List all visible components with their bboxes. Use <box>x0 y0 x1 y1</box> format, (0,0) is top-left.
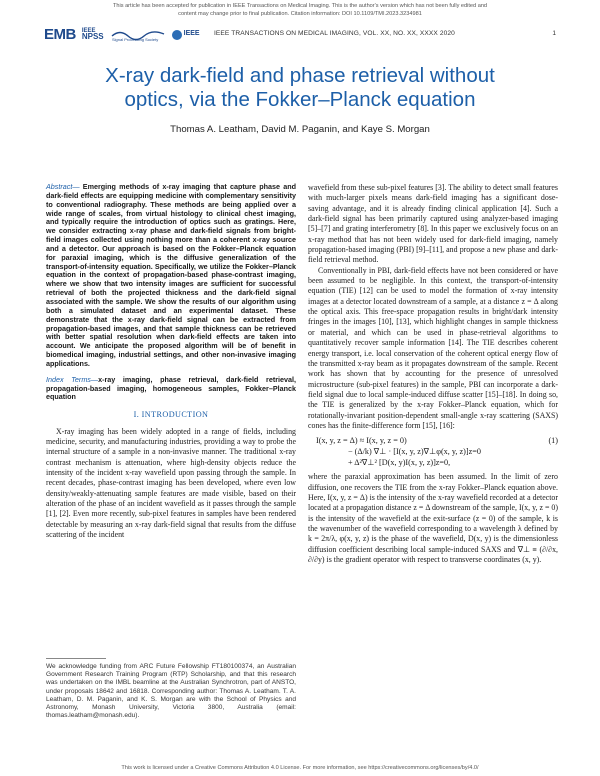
ieee-logo-text: IEEE <box>183 30 200 38</box>
page-header <box>44 26 556 52</box>
emb-logo: EMB <box>44 26 76 43</box>
abstract-text: Emerging methods of x-ray imaging that capture phase and dark-field effects are equipping medicine with complementary sensitivity to conventional radiography. These methods are being applied over a wide range of scales, from virtual histology to clinical chest imaging, and typically require the introduction of optics such as gratings. Here, we consider extracting x-ray phase and dark-field signals from bright-field images collected using nothing more than a coherent x-ray source and a detector. Our approach is based on the Fokker–Planck equation for paraxial imaging, which is the diffusive generalization of the transport-of-intensity equation. Specifically, we utilize the Fokker–Planck equation in the context of propagation-based phase-contrast imaging, where we show that two intensity images are sufficient for successful retrieval of both the projected thickness and the dark-field signal associated with the sample. We show the results of our algorithm using both a simulated dataset and an experimental dataset. These demonstrate that the x-ray dark-field signal can be extracted from propagation-based images, and that sample thickness can be retrieved with better spatial resolution when dark-field effects are taken into account. We anticipate the proposed algorithm will be of benefit in biomedical imaging, industrial settings, and other non-invasive imaging applications. <box>46 182 296 368</box>
title-line-2: optics, via the Fokker–Planck equation <box>124 88 476 111</box>
equation-1 <box>308 435 558 468</box>
right-paragraph-2: Conventionally in PBI, dark-field effects have not been considered or have been assumed to be negligible. In this context, the transport-of-intensity equation (TIE) [12] can be used to model the formation of x-ray intensity images at a detector located downstream of a sample, at a distance z = Δ along the optical axis. This free-space propagation results in bright/dark intensity fringes in the images [10], [13], which highlight changes in sample thickness or material, and which can be used in phase-retrieval algorithms to quantitatively recover sample information [14]. The TIE describes coherent energy transport, i.e. local conservation of the coherent optical energy flow of the transmitted x-ray beam as it propagates downstream of the sample. Recent work has shown that by accounting for the presence of unresolved microstructure (sub-pixel features) in the sample, PBI can incorporate a dark-field signal due to local sample-induced diffuse scatter [15]–[18]. In doing so, the TIE is generalized by the x-ray Fokker–Planck equation, which for rotationally-invariant position-dependent small-angle x-ray scattering (SAXS) cones has the finite-difference form [15], [16]: <box>308 265 558 430</box>
right-paragraph-3: where the paraxial approximation has been assumed. In the limit of zero diffusion, one recovers the TIE from the x-ray Fokker–Planck equation above. Here, I(x, y, z = Δ) is the intensity of the x-ray wavefield recorded at a detector located at a propagation distance z = Δ downstream of the sample, I(x, y, z = 0) is the intensity of the wavefield at the exit-surface (z = 0) of the sample, k is the wavenumber of the wavefield corresponding to a wavelength λ defined by k = 2π/λ, φ(x, y, z) is the phase of the wavefield, D(x, y) is the dimensionless diffusion coefficient describing local sample-induced SAXS and ∇⊥ ≡ (∂/∂x, ∂/∂y) is the gradient operator with respect to transverse coordinates (x, y). <box>308 472 558 564</box>
signal-processing-logo <box>110 28 166 42</box>
notice-line-2: content may change prior to final publication. Citation information: DOI 10.1109/TMI.2023.3234981 <box>178 10 422 17</box>
footnote-rule <box>46 658 106 659</box>
npss-ieee-label: IEEE <box>81 27 96 34</box>
ieee-logo <box>172 30 200 40</box>
license-notice: This work is licensed under a Creative Commons Attribution 4.0 License. For more information, see https://creativecommons.org/licenses/by/4.0/ <box>121 765 479 771</box>
society-logos <box>44 26 200 43</box>
index-terms-label: Index Terms— <box>46 374 99 384</box>
ieee-diamond-icon <box>172 30 182 40</box>
index-terms <box>46 376 296 403</box>
section-heading-introduction: I. INTRODUCTION <box>133 410 209 420</box>
footnote: We acknowledge funding from ARC Future Fellowship FT180100374, an Australian Government Research Training Program (RTP) Scholarship, and that this research was undertaken on the IMBL beamline at the Australian Synchrotron, part of ANSTO, under proposals 18642 and 16818. Corresponding author: Thomas A. Leatham. T. A. Leatham, D. M. Paganin, and K. S. Morgan are with the School of Physics and Astronomy, Monash University, Victoria 3800, Australia (email: thomas.leatham@monash.edu). <box>46 663 296 720</box>
notice-line-1: This article has been accepted for publication in IEEE Transactions on Medical Imaging. This is the author's version which has not been fully edited and <box>112 3 488 9</box>
left-column <box>46 183 296 540</box>
npss-logo <box>82 28 104 42</box>
equation-line-3: + Δ²∇⊥² [D(x, y)I(x, y, z)]z=0, <box>348 458 451 468</box>
intro-paragraph-1: X-ray imaging has been widely adopted in a range of fields, including medicine, security, and manufacturing industries, providing a way to probe the internal structure of a sample in a non-invasive manner. The traditional x-ray contrast mechanism is attenuation, where high-density objects reduce the intensity of the incident x-ray wavefield upon passing through the sample. In recent decades, phase-contrast imaging has been developed, where even low density/weakly-attenuating sample features are made visible, based on their alteration of the phase of an incident wavefield as it passes through the sample [1], [2]. Even more recently, sub-pixel features in samples have been rendered detectable by measuring an x-ray dark-field signal that results from the diffuse scattering of the incident <box>46 426 296 540</box>
equation-line-2: − (Δ/k) ∇⊥ · [I(x, y, z)∇⊥φ(x, y, z)]z=0 <box>348 447 481 457</box>
right-paragraph-1: wavefield from these sub-pixel features [3]. The ability to detect small features with much-larger pixels means dark-field imaging has a significant dose-saving advantage, and it is already finding clinical application [4]. Such a dark-field signal has been primarily captured using analyzer-based imaging [5]–[7] and grating interferometry [8]. In this paper we exclusively focus on an x-ray method that has not been widely used for dark-field imaging, namely propagation-based imaging (PBI) [9]–[11], and propose a new phase and dark-field retrieval method. <box>308 183 558 265</box>
author-list: Thomas A. Leatham, David M. Paganin, and Kaye S. Morgan <box>170 124 430 135</box>
title-line-1: X-ray dark-field and phase retrieval without <box>105 64 495 87</box>
equation-line-1: I(x, y, z = Δ) ≈ I(x, y, z = 0) <box>316 436 407 446</box>
abstract <box>46 183 296 369</box>
accepted-notice <box>0 3 600 18</box>
npss-label: NPSS <box>81 32 104 41</box>
journal-info: IEEE TRANSACTIONS ON MEDICAL IMAGING, VOL. XX, NO. XX, XXXX 2020 <box>214 30 455 37</box>
paper-title <box>40 64 560 112</box>
abstract-label: Abstract— <box>46 182 80 191</box>
right-column <box>308 183 558 565</box>
page-number: 1 <box>552 30 556 37</box>
equation-number: (1) <box>548 436 558 446</box>
spsoc-text: Signal Processing Society <box>111 36 158 42</box>
index-terms-text: x-ray imaging, phase retrieval, dark-field retrieval, propagation-based imaging, homogeneous samples, Fokker–Planck equation <box>46 374 296 402</box>
